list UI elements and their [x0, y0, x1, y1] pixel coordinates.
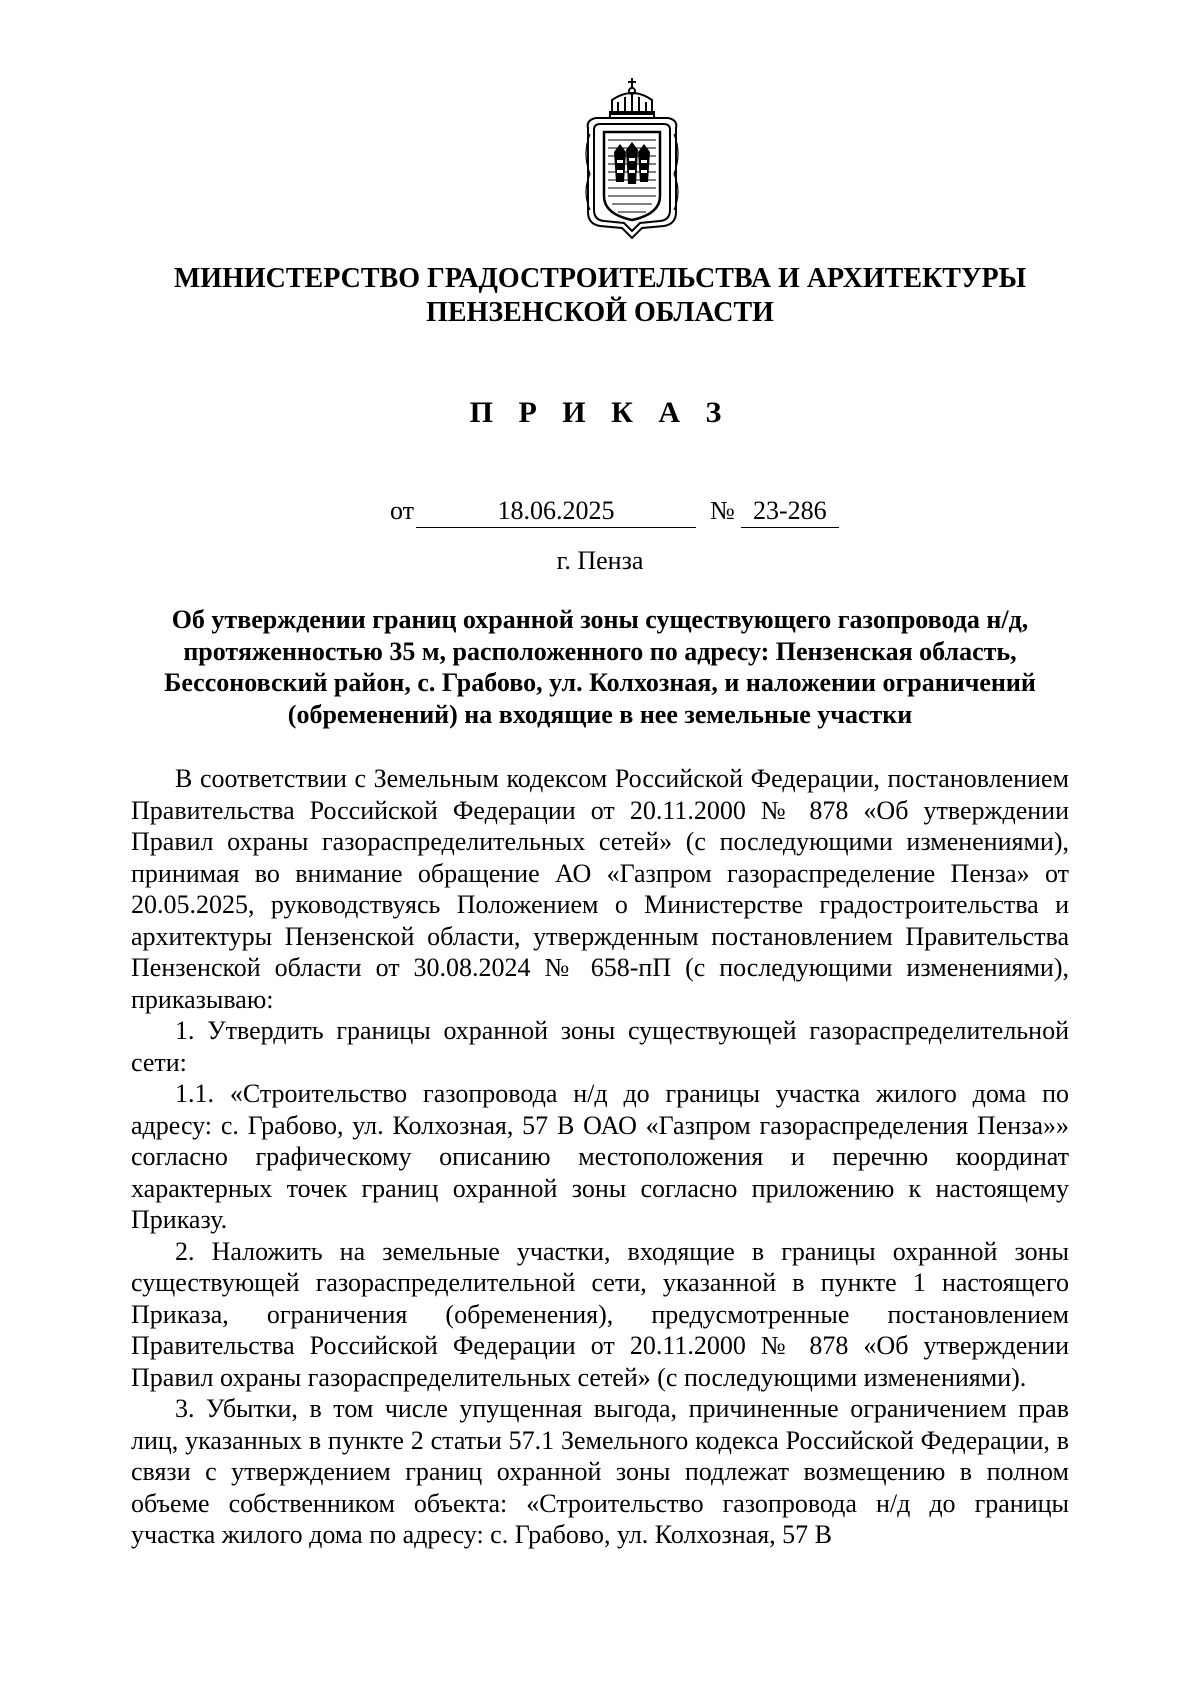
preamble-paragraph: В соответствии с Земельным кодексом Российской Федерации, постановлением Правительства Российской Федерации от 20.11.2000 № 878 «Об утверждении Правил охраны газораспределительных сетей» (с последующими изменениями), принимая во внимание обращение АО «Газпром газораспределение Пенза» от 20.05.2025, руководствуясь Положением о Министерстве градостроительства и архитектуры Пензенской области, утвержденным постановлением Правительства Пензенской области от 30.08.2024 № 658-пП (с последующими изменениями), приказываю:	[131, 764, 1069, 1014]
order-title: П Р И К А З	[469, 396, 731, 429]
order-number: 23-286	[741, 497, 839, 528]
order-date: 18.06.2025	[416, 497, 696, 528]
date-label: от	[390, 496, 415, 525]
ministry-name	[100, 262, 1100, 330]
ministry-line-2: ПЕНЗЕНСКОЙ ОБЛАСТИ	[426, 297, 774, 328]
order-body	[131, 763, 1069, 1551]
item-3-paragraph: 3. Убытки, в том числе упущенная выгода, причиненные ограничением прав лиц, указанных в пункте 2 статьи 57.1 Земельного кодекса Российской Федерации, в связи с утверждением границ охранной зоны подлежат возмещению в полном объеме собственником объекта: «Строительство газопровода н/д до границы участка жилого дома по адресу: с. Грабово, ул. Колхозная, 57 В	[131, 1394, 1069, 1549]
ministry-line-1: МИНИСТЕРСТВО ГРАДОСТРОИТЕЛЬСТВА И АРХИТЕКТУРЫ	[173, 263, 1027, 294]
item-1-1-paragraph: 1.1. «Строительство газопровода н/д до границы участка жилого дома по адресу: с. Грабово, ул. Колхозная, 57 В ОАО «Газпром газораспределения Пенза»» согласно графическому описанию местоположения и перечню координат характерных точек границ охранной зоны согласно приложению к настоящему Приказу.	[131, 1079, 1069, 1234]
number-label: №	[710, 496, 735, 525]
order-city: г. Пенза	[556, 546, 644, 575]
order-date-number-line	[390, 494, 839, 528]
item-2-paragraph: 2. Наложить на земельные участки, входящие в границы охранной зоны существующей газораспределительной сети, указанной в пункте 1 настоящего Приказа, ограничения (обременения), предусмотренные постановлением Правительства Российской Федерации от 20.11.2000 № 878 «Об утверждении Правил охраны газораспределительных сетей» (с последующими изменениями).	[131, 1236, 1069, 1392]
item-1-paragraph: 1. Утвердить границы охранной зоны существующей газораспределительной сети:	[131, 1016, 1069, 1077]
order-subject: Об утверждении границ охранной зоны существующего газопровода н/д, протяженностью 35 м, расположенного по адресу: Пензенская область, Бессоновский район, с. Грабово, ул. Колхозная, и наложении ограничений (обременений) на входящие в нее земельные участки	[164, 605, 1036, 729]
coat-of-arms-icon	[568, 74, 696, 242]
